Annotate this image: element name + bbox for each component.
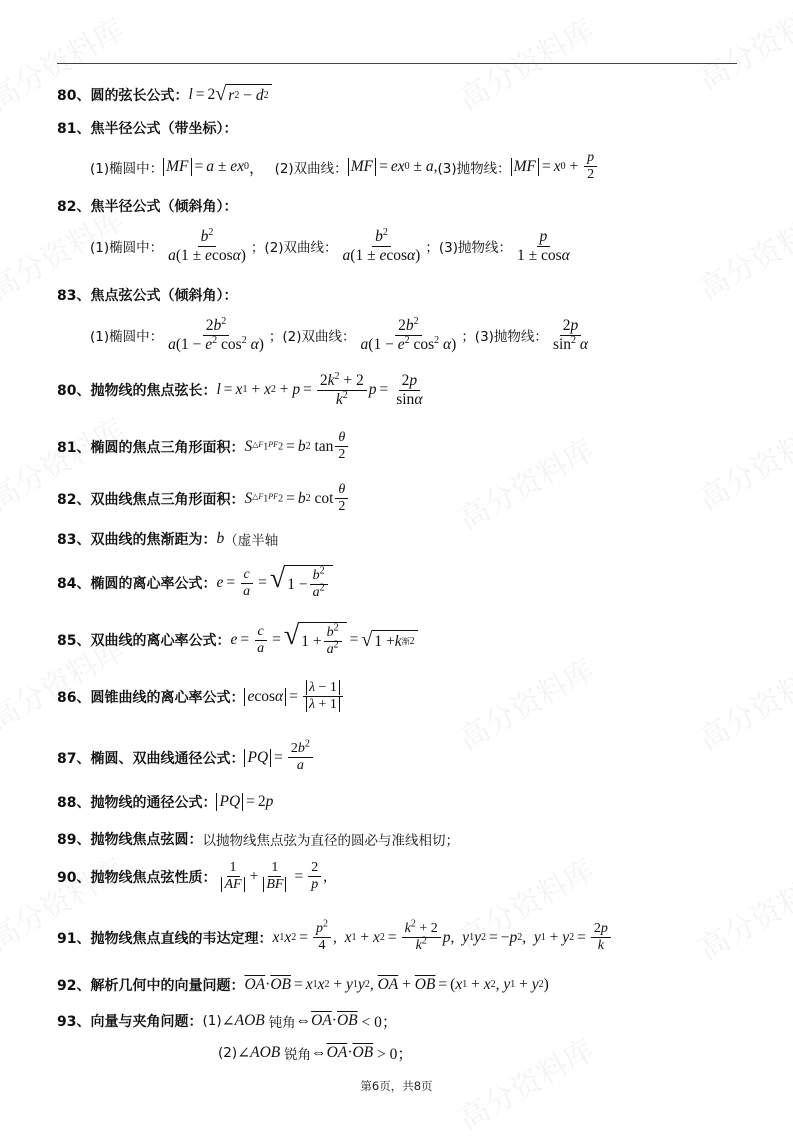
formula: $\frac{b^2}{a(1 \pm ecos\alpha)}$ [168, 226, 246, 264]
item-number: 85、 [57, 633, 91, 650]
case-label: (1)椭圆中： [90, 240, 164, 257]
item-title: 抛物线焦点弦圆： [90, 832, 203, 848]
item-number: 93、 [57, 1014, 91, 1030]
formula: l = 2 √ r 2 − d 2 [188, 84, 271, 105]
formula: b [216, 530, 225, 547]
formula-subline [90, 317, 593, 354]
formula: $\frac{2b^2}{a(1 - e^2 \cos^2 \alpha)}$ [360, 315, 457, 353]
formula: $\frac{2p}{\sin^2 \alpha}$ [552, 317, 589, 353]
formula: ∠ AOB [221, 1012, 265, 1030]
formula: e = $\frac{c}{a}$ = √ 1 + $\frac{b^2}{a^2}$ = √ 1 + k 渐 2 [230, 622, 417, 658]
formula-item [57, 860, 327, 893]
formula: e = $\frac{c}{a}$ = √ 1 − $\frac{b^2}{a^2}$ [216, 565, 332, 601]
case-label: (2)双曲线： [274, 160, 348, 177]
formula: ⇔ $\overline{OA}$ · $\overline{OB}$ < 0； [295, 1012, 398, 1031]
formula: $\frac{1}{AF}$ + $\frac{1}{BF}$ = $\frac{2}{p}$ , [216, 860, 327, 893]
item-number: 81、 [57, 439, 91, 456]
case-label: (2) [218, 1045, 238, 1061]
formula-item [57, 482, 350, 515]
item-number: 82、 [57, 199, 91, 215]
case-label: ；(3)抛物线： [425, 240, 512, 257]
case-label: ；(2)双曲线： [250, 240, 338, 257]
item-title: 焦点弦公式（倾斜角）： [90, 288, 238, 304]
case-text: 钝角 [268, 1015, 296, 1031]
formula: $\frac{2b^2}{a(1 - e^2 \cos^2 \alpha)}$ [168, 315, 264, 353]
formula: x 1 x 2 = $\frac{p^2}{4}$ , x 1 + x 2 = $\frac{k^2 + 2}{k^2}$ p , y 1 y 2 = − p 2 , y 1 + y 2 = $\frac{2p}{k}$ [272, 921, 612, 954]
watermark [449, 645, 601, 758]
item-title: 圆的弦长公式： [90, 87, 189, 104]
formula: $\overline{OA}$ · $\overline{OB}$ = x 1 x 2 + y 1 y 2 , $\overline{OA}$ + $\overline{OB}$ = ( x 1 + x 2 , y 1 + y 2 ) [244, 976, 549, 993]
item-title: 焦半径公式（倾斜角）： [90, 199, 238, 215]
header-rule [57, 63, 737, 64]
item-number: 89、 [57, 832, 91, 848]
item-title: 椭圆、双曲线通径公式： [90, 750, 245, 767]
formula: S $\triangle F_1PF_2$ = b 2 tan $\frac{\theta}{2}$ [244, 430, 350, 463]
formula-item [57, 918, 613, 954]
case-label: (3)抛物线： [437, 160, 511, 177]
item-title: 椭圆的焦点三角形面积： [90, 439, 245, 456]
note: （虚半轴 [224, 533, 279, 549]
item-title: 双曲线的焦渐距为： [90, 532, 217, 548]
formula-item [57, 84, 272, 105]
case-label: (1) [202, 1013, 222, 1029]
page-footer: 第6页，共8页 [360, 1079, 433, 1093]
item-title: 双曲线焦点三角形面积： [90, 491, 245, 508]
formula: $\frac{p}{1 \pm \cos\alpha}$ [516, 228, 570, 264]
item-number: 86、 [57, 689, 91, 706]
item-number: 91、 [57, 930, 91, 947]
formula: MF = a ± ex 0 ， [163, 156, 264, 178]
item-number: 83、 [57, 288, 91, 304]
watermark [689, 405, 793, 518]
case-label: ；(3)抛物线： [461, 329, 548, 346]
item-number: 84、 [57, 576, 91, 593]
formula-item [57, 738, 315, 774]
item-number: 82、 [57, 491, 91, 508]
item-number: 80、 [57, 87, 91, 104]
item-number: 88、 [57, 795, 91, 811]
formula-item [57, 622, 418, 658]
case-label: ；(2)双曲线： [268, 329, 356, 346]
formula: PQ = 2 p [216, 793, 273, 811]
item-number: 80、 [57, 383, 91, 400]
formula: S $\triangle F_1PF_2$ = b 2 cot $\frac{\theta}{2}$ [244, 482, 350, 515]
formula: ⇔ $\overline{OA}$ · $\overline{OB}$ > 0； [311, 1044, 413, 1063]
item-title: 向量与夹角问题： [90, 1014, 203, 1030]
case-label: (1)椭圆中： [90, 329, 164, 346]
item-title: 解析几何中的向量问题： [90, 978, 245, 994]
formula-item [57, 565, 333, 601]
watermark [689, 855, 793, 968]
item-number: 92、 [57, 978, 91, 994]
item-title: 椭圆的离心率公式： [90, 576, 217, 593]
formula-item [57, 529, 278, 549]
item-number: 87、 [57, 750, 91, 767]
item-title: 圆锥曲线的离心率公式： [90, 689, 245, 706]
formula: MF = x 0 + $\frac{p}{2}$ [511, 150, 600, 183]
item-title: 抛物线的焦点弦长： [90, 383, 217, 400]
item-title: 焦半径公式（带坐标）： [90, 121, 238, 137]
formula-item [57, 285, 237, 305]
item-number: 83、 [57, 532, 91, 548]
formula: l = x 1 + x 2 + p = $\frac{2k^2 + 2}{k^2}$ p = $\frac{2p}{\sin\alpha}$ [216, 370, 423, 408]
watermark [449, 5, 601, 118]
formula-item [57, 372, 427, 409]
formula: ecosα = $\frac{\lambda - 1}{\lambda + 1}$ [244, 680, 344, 713]
statement: 以抛物线焦点弦为直径的圆必与准线相切； [202, 833, 459, 849]
watermark [449, 425, 601, 538]
formula-subline [90, 228, 575, 265]
formula-item [57, 792, 273, 812]
item-title: 抛物线焦点弦性质： [90, 869, 217, 886]
formula-item [57, 829, 459, 849]
item-title: 抛物线的通径公式： [90, 795, 217, 811]
formula-subline [90, 150, 599, 183]
formula-item [57, 975, 549, 995]
formula-item [57, 1010, 397, 1032]
formula: MF = ex 0 ± a , [348, 158, 438, 176]
formula-item [57, 430, 350, 463]
case-text: 锐角 [284, 1047, 312, 1063]
item-number: 81、 [57, 121, 91, 137]
watermark [689, 645, 793, 758]
formula-item [57, 680, 345, 713]
watermark [689, 195, 793, 308]
formula: ∠ AOB [237, 1044, 281, 1062]
formula-subline [218, 1042, 413, 1064]
formula: PQ = $\frac{2b^2}{a}$ [244, 741, 314, 774]
formula-item [57, 118, 237, 138]
watermark [689, 0, 793, 99]
formula: $\frac{b^2}{a(1 \pm ecos\alpha)}$ [342, 226, 421, 264]
item-title: 抛物线焦点直线的韦达定理： [90, 930, 273, 947]
item-number: 90、 [57, 869, 91, 886]
item-title: 双曲线的离心率公式： [90, 633, 231, 650]
formula-item [57, 196, 237, 216]
case-label: (1)椭圆中： [90, 160, 164, 177]
